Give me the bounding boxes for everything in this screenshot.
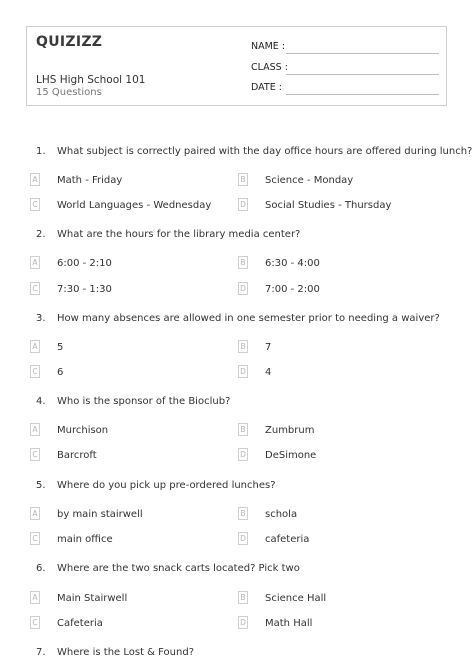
question-count: 15 Questions xyxy=(36,87,102,98)
option-letter-box: B xyxy=(238,423,248,436)
option-letter-box: B xyxy=(238,591,248,604)
question-text: How many absences are allowed in one semester prior to needing a waiver? xyxy=(57,313,440,324)
option-text: 7:00 - 2:00 xyxy=(265,284,320,295)
option-text: Cafeteria xyxy=(57,618,103,629)
question-text: What subject is correctly paired with the day office hours are offered during lunch? xyxy=(57,146,473,157)
option-letter-box: A xyxy=(30,173,40,186)
class-line[interactable] xyxy=(286,74,439,75)
name-label: NAME : xyxy=(251,41,286,52)
option-text: Barcroft xyxy=(57,450,97,461)
class-label: CLASS : xyxy=(251,62,288,73)
name-line[interactable] xyxy=(286,53,439,54)
question-text: Where are the two snack carts located? Pick two xyxy=(57,563,300,574)
option-letter-box: A xyxy=(30,256,40,269)
worksheet-title: LHS High School 101 xyxy=(36,74,146,86)
option-text: cafeteria xyxy=(265,534,310,545)
option-letter-box: A xyxy=(30,591,40,604)
option-text: 6:30 - 4:00 xyxy=(265,258,320,269)
option-text: Math Hall xyxy=(265,618,313,629)
option-letter-box: A xyxy=(30,423,40,436)
option-letter-box: B xyxy=(238,173,248,186)
option-letter-box: D xyxy=(238,532,248,545)
option-text: 6:00 - 2:10 xyxy=(57,258,112,269)
option-letter-box: A xyxy=(30,340,40,353)
question-text: What are the hours for the library media center? xyxy=(57,229,301,240)
option-text: 7:30 - 1:30 xyxy=(57,284,112,295)
option-letter-box: C xyxy=(30,616,40,629)
option-letter-box: C xyxy=(30,448,40,461)
option-text: World Languages - Wednesday xyxy=(57,200,212,211)
option-text: Science - Monday xyxy=(265,175,354,186)
option-text: 5 xyxy=(57,342,64,353)
option-text: Murchison xyxy=(57,425,109,436)
option-letter-box: D xyxy=(238,616,248,629)
option-text: Math - Friday xyxy=(57,175,123,186)
question-text: Where do you pick up pre-ordered lunches? xyxy=(57,480,276,491)
question-text: Who is the sponsor of the Bioclub? xyxy=(57,396,231,407)
option-letter-box: D xyxy=(238,448,248,461)
option-letter-box: B xyxy=(238,340,248,353)
option-text: 7 xyxy=(265,342,272,353)
option-text: DeSimone xyxy=(265,450,317,461)
date-line[interactable] xyxy=(286,94,439,95)
question-text: Where is the Lost & Found? xyxy=(57,647,195,658)
option-letter-box: B xyxy=(238,256,248,269)
option-text: Main Stairwell xyxy=(57,593,128,604)
option-text: schola xyxy=(265,509,298,520)
option-text: Social Studies - Thursday xyxy=(265,200,392,211)
option-letter-box: A xyxy=(30,507,40,520)
option-text: main office xyxy=(57,534,113,545)
question-number: 7. xyxy=(36,647,46,658)
option-text: Zumbrum xyxy=(265,425,315,436)
option-letter-box: D xyxy=(238,282,248,295)
date-label: DATE : xyxy=(251,82,282,93)
option-text: 6 xyxy=(57,367,64,378)
question-number: 3. xyxy=(36,313,46,324)
option-letter-box: B xyxy=(238,507,248,520)
question-number: 1. xyxy=(36,146,46,157)
quizizz-logo: QUIZIZZ xyxy=(36,34,103,50)
option-text: 4 xyxy=(265,367,272,378)
option-letter-box: C xyxy=(30,365,40,378)
option-letter-box: D xyxy=(238,365,248,378)
option-letter-box: C xyxy=(30,198,40,211)
question-number: 5. xyxy=(36,480,46,491)
option-text: Science Hall xyxy=(265,593,327,604)
option-letter-box: C xyxy=(30,532,40,545)
question-number: 2. xyxy=(36,229,46,240)
option-letter-box: C xyxy=(30,282,40,295)
option-text: by main stairwell xyxy=(57,509,143,520)
question-number: 4. xyxy=(36,396,46,407)
question-number: 6. xyxy=(36,563,46,574)
option-letter-box: D xyxy=(238,198,248,211)
